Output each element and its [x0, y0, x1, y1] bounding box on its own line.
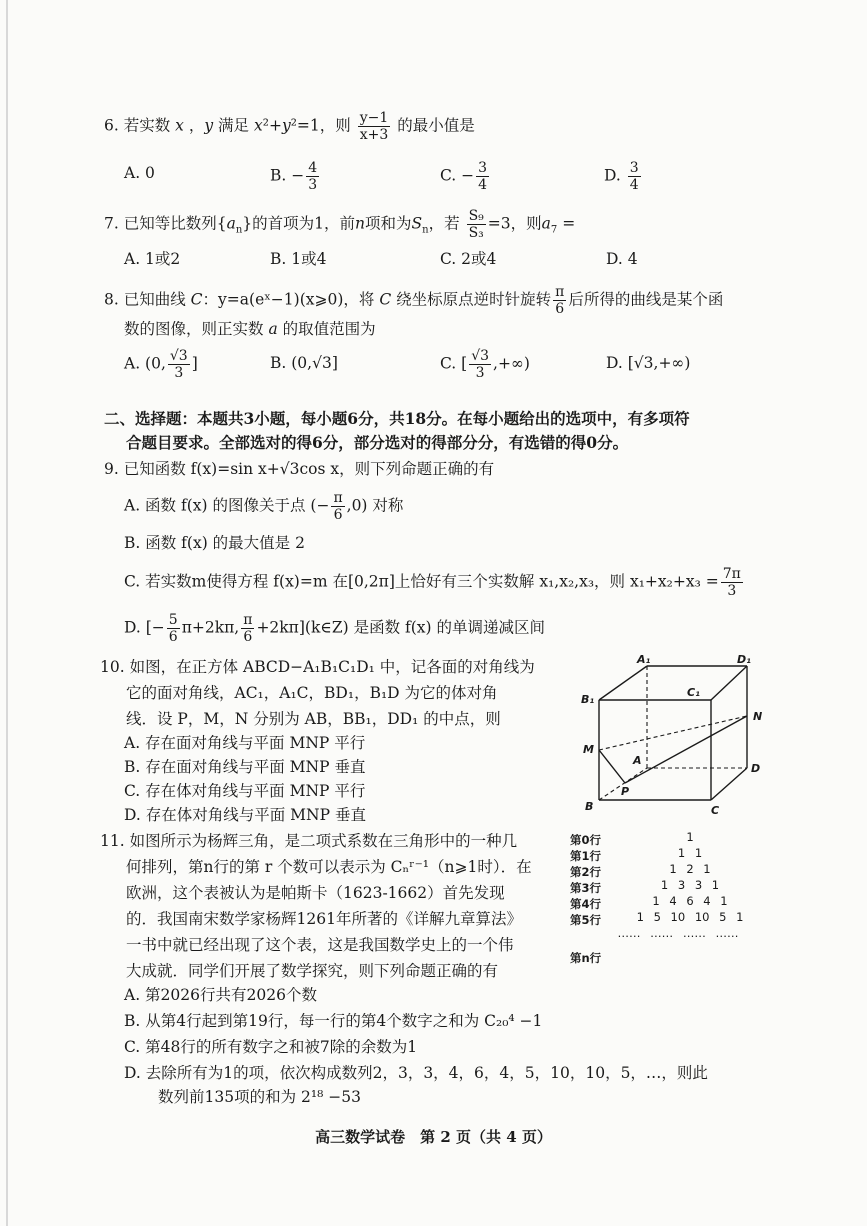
triangle-row: 1: [686, 830, 694, 844]
triangle-row: 1 1: [677, 846, 703, 860]
triangle-ellipsis-row: …… …… …… ……: [617, 926, 739, 940]
label-d1: D₁: [737, 653, 751, 666]
triangle-row: 1 4 6 4 1: [652, 894, 728, 908]
section2-heading-line2: 合题目要求。全部选对的得6分，部分选对的得部分分，有选错的得0分。: [126, 433, 629, 452]
q7-option-d: D. 4: [606, 250, 638, 268]
q9-option-a: A. 函数 f(x) 的图像关于点 (− $\frac{\pi}{6}$ ,0) 对称: [124, 490, 404, 523]
q11-stem-line5: 一书中就已经出现了这个表，这是我国数学史上的一个伟: [126, 936, 514, 954]
page-footer: 高三数学试卷 第 2 页（共 4 页）: [315, 1128, 552, 1146]
triangle-row: 1 3 3 1: [660, 878, 720, 892]
label-c: C: [711, 804, 720, 817]
q9-option-c: C. 若实数m使得方程 f(x)=m 在[0,2π]上恰好有三个实数解 x₁,x₂,x₃，则 x₁+x₂+x₃ = $\frac{7\pi}{3}$: [124, 566, 741, 599]
q10-option-a: A. 存在面对角线与平面 MNP 平行: [124, 734, 366, 752]
triangle-row-label: 第4行: [570, 897, 602, 911]
q6-stem: 6. 若实数 x ，y 满足 x²+y²=1，则 $\frac{y-1}{x+3}$ 的最小值是: [104, 110, 475, 143]
q8-stem-line1: 8. 已知曲线 C：y=a(eˣ−1)(x⩾0)，将 C 绕坐标原点逆时针旋转 $\frac{\pi}{6}$ 后所得的曲线是某个函: [104, 284, 724, 317]
q10-stem-line3: 线．设 P，M，N 分别为 AB，BB₁，DD₁ 的中点，则: [126, 710, 501, 728]
q6-fraction: $\frac{y-1}{x+3}$: [359, 110, 389, 143]
page-edge: [6, 0, 8, 1226]
label-n: N: [753, 710, 763, 723]
label-p: P: [621, 785, 630, 798]
triangle-row-label: 第0行: [570, 833, 602, 847]
label-m: M: [583, 743, 594, 756]
q11-stem-line6: 大成就．同学们开展了数学探究，则下列命题正确的有: [126, 962, 499, 980]
triangle-row-label: 第2行: [570, 865, 602, 879]
q10-option-b: B. 存在面对角线与平面 MNP 垂直: [124, 758, 366, 776]
label-a1: A₁: [637, 653, 651, 666]
label-d: D: [751, 762, 761, 775]
triangle-row: 1 5 10 10 5 1: [636, 910, 744, 924]
section2-heading: 二、选择题：本题共3小题，每小题6分，共18分。在每小题给出的选项中，有多项符: [104, 409, 690, 428]
q7-option-a: A. 1或2: [124, 250, 181, 268]
q9-stem: 9. 已知函数 f(x)=sin x+√3cos x，则下列命题正确的有: [104, 460, 495, 478]
q11-stem-line1: 11. 如图所示为杨辉三角，是二项式系数在三角形中的一种几: [100, 832, 518, 850]
q8-stem-line2: 数的图像，则正实数 a 的取值范围为: [124, 320, 376, 338]
q10-stem-line1: 10. 如图，在正方体 ABCD−A₁B₁C₁D₁ 中，记各面的对角线为: [100, 658, 535, 676]
q8-option-b: B. (0,√3]: [270, 354, 338, 372]
q11-stem-line4: 的．我国南宋数学家杨辉1261年所著的《详解九章算法》: [126, 910, 522, 928]
q8-option-c: C. [ $\frac{√3}{3}$ ,+∞): [440, 348, 530, 381]
q7-option-c: C. 2或4: [440, 250, 497, 268]
q11-option-d-line2: 数列前135项的和为 2¹⁸ −53: [158, 1088, 361, 1106]
q11-stem-line2: 何排列，第n行的第 r 个数可以表示为 Cₙʳ⁻¹（n⩾1时）．在: [126, 858, 532, 876]
triangle-row-label: 第n行: [570, 951, 602, 965]
q11-stem-line3: 欧洲，这个表被认为是帕斯卡（1623-1662）首先发现: [126, 884, 505, 902]
q10-stem-line2: 它的面对角线，AC₁，A₁C，BD₁，B₁D 为它的体对角: [126, 684, 498, 702]
q6-option-b: B. − $\frac{4}{3}$: [270, 160, 318, 193]
cube-figure: [575, 652, 775, 817]
triangle-row-label: 第1行: [570, 849, 602, 863]
triangle-row-label: 第5行: [570, 913, 602, 927]
q9-option-d: D. [− $\frac{5}{6}$ π+2kπ, $\frac{\pi}{6}$ +2kπ](k∈Z) 是函数 f(x) 的单调递减区间: [124, 612, 545, 645]
q11-option-a: A. 第2026行共有2026个数: [124, 986, 317, 1004]
q9-option-b: B. 函数 f(x) 的最大值是 2: [124, 534, 305, 552]
q6-option-c: C. − $\frac{3}{4}$: [440, 160, 488, 193]
q11-option-b: B. 从第4行起到第19行，每一行的第4个数字之和为 C₂₀⁴ −1: [124, 1012, 543, 1030]
q6-option-a: A. 0: [124, 164, 155, 182]
q7-stem: 7. 已知等比数列$\{a_n\}$的首项为1，前n项和为$S_n$，若 $\frac{\text{S₉}}{\text{S₃}}$ =3，则$a_7$ =: [104, 208, 576, 241]
label-b: B: [585, 800, 594, 813]
label-c1: C₁: [687, 686, 700, 699]
q8-option-d: D. [√3,+∞): [606, 354, 691, 372]
q11-option-c: C. 第48行的所有数字之和被7除的余数为1: [124, 1038, 418, 1056]
q6-option-d: D. $\frac{3}{4}$: [604, 160, 639, 193]
triangle-row: 1 2 1: [669, 862, 711, 876]
q10-option-c: C. 存在体对角线与平面 MNP 平行: [124, 782, 366, 800]
triangle-row-label: 第3行: [570, 881, 602, 895]
q11-option-d: D. 去除所有为1的项，依次构成数列2，3，3，4，6，4，5，10，10，5，…，则此: [124, 1064, 708, 1082]
label-a: A: [633, 754, 642, 767]
q7-option-b: B. 1或4: [270, 250, 327, 268]
yang-hui-triangle: [570, 828, 770, 968]
q8-option-a: A. (0, $\frac{√3}{3}$ ]: [124, 348, 198, 381]
label-b1: B₁: [581, 693, 595, 706]
q10-option-d: D. 存在体对角线与平面 MNP 垂直: [124, 806, 366, 824]
